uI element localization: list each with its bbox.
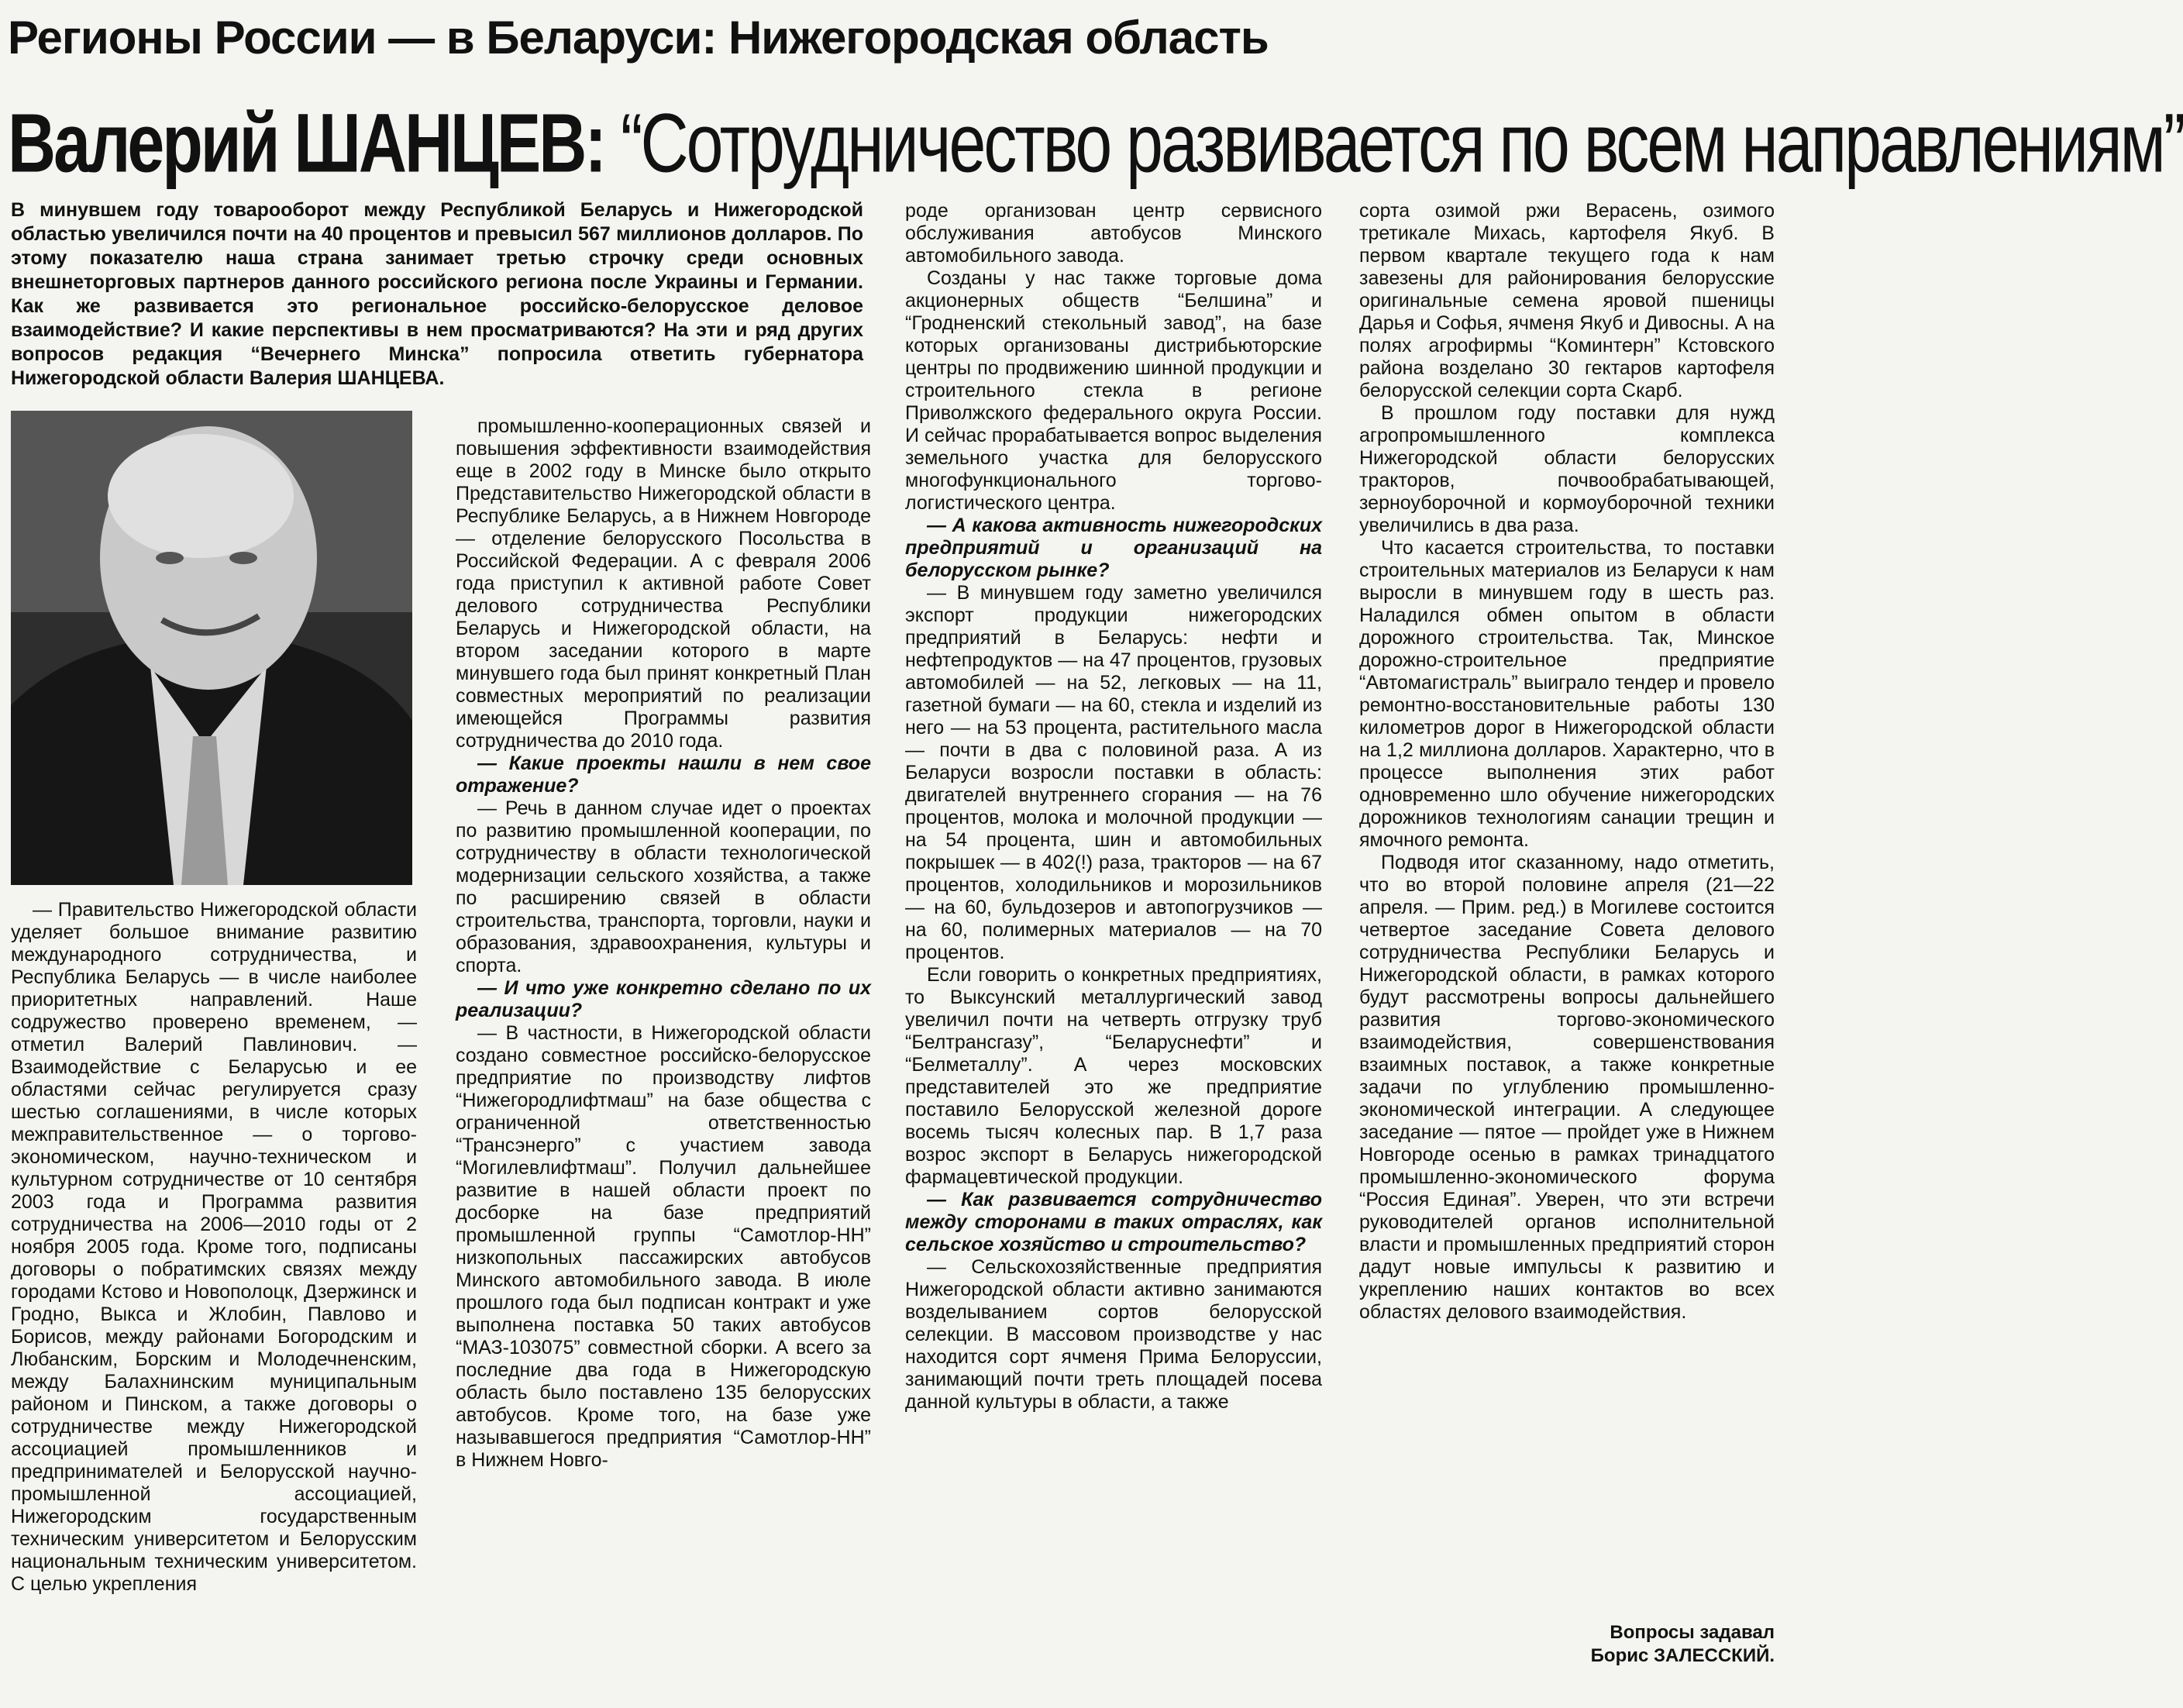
article-column-4: [1359, 200, 1775, 1324]
paragraph: Подводя итог сказанному, надо отметить, что во второй половине апреля (21—22 апреля. — Прим. ред.) в Могилеве состоится четвертое заседание Совета делового сотрудничества Республики Беларусь и Нижегородской области, в рамках которого будут рассмотрены вопросы дальнейшего развития торгово-экономического взаимодействия, совершенствования взаимных поставок, а также конкретные задачи по углублению промышленно-экономической интеграции. А следующее заседание — пятое — пройдет уже в Нижнем Новгороде осенью в рамках тринадцатого промышленно-экономического форума “Россия Единая”. Уверен, что эти встречи руководителей органов исполнительной власти и промышленных предприятий сторон дадут новые импульсы к развитию и укреплению наших контактов во всех областях делового взаимодействия.: [1359, 852, 1775, 1323]
interview-question: — И что уже конкретно сделано по их реализации?: [456, 977, 871, 1021]
paragraph: — В частности, в Нижегородской области создано совместное российско-белорусское предприятие по производству лифтов “Нижегородлифтмаш” на базе общества с ограниченной ответственностью “Трансэнерго” с участием завода “Могилевлифтмаш”. Получил дальнейшее развитие в нашей области проект по досборке на базе предприятий промышленной группы “Самотлор-НН” низкопольных пассажирских автобусов Минского автомобильного завода. В июле прошлого года был подписан контракт и уже выполнена поставка 50 таких автобусов “МАЗ-103075” совместной сборки. А всего за последние два года в Нижегородскую область было поставлено 135 белорусских автобусов. Кроме того, на базе уже называвшегося предприятия “Самотлор-НН” в Нижнем Новго-: [456, 1022, 871, 1471]
lead-paragraph: В минувшем году товарооборот между Республикой Беларусь и Нижегородской областью увеличился почти на 40 процентов и превысил 567 миллионов долларов. По этому показателю наша страна занимает третью строчку среди основных внешнеторговых партнеров данного российского региона после Украины и Германии. Как же развивается это региональное российско-белорусское деловое взаимодействие? И какие перспективы в нем просматриваются? На эти и ряд других вопросов редакция “Вечернего Минска” попросила ответить губернатора Нижегородской области Валерия ШАНЦЕВА.: [11, 199, 863, 389]
article-column-2: [456, 415, 871, 1472]
credit-line-1: Вопросы задавал: [1610, 1622, 1775, 1643]
paragraph: Созданы у нас также торговые дома акционерных обществ “Белшина” и “Гродненский стекольный завод”, на базе которых организованы дистрибьюторские центры по продвижению шинной продукции и строительного стекла в регионе Приволжского федерального округа России. И сейчас прорабатывается вопрос выделения земельного участка для белорусского многофункционального торгово-логистического центра.: [905, 267, 1322, 514]
paragraph: сорта озимой ржи Верасень, озимого третикале Михась, картофеля Якуб. В первом квартале текущего года к нам завезены для районирования белорусские оригинальные семена яровой пшеницы Дарья и Софья, ячменя Якуб и Дивосны. А на полях агрофирмы “Коминтерн” Кстовского района возделано 30 гектаров картофеля белорусской селекции сорта Скарб.: [1359, 200, 1775, 401]
headline-quote: “Сотрудничество развивается по всем направлениям”: [620, 97, 2183, 190]
portrait-photo: [11, 411, 412, 885]
interview-question: — Как развивается сотрудничество между сторонами в таких отраслях, как сельское хозяйство и строительство?: [905, 1189, 1322, 1255]
headline-name: Валерий ШАНЦЕВ:: [8, 97, 604, 190]
paragraph: В прошлом году поставки для нужд агропромышленного комплекса Нижегородской области белорусских тракторов, почвообрабатывающей, зерноуборочной и кормоуборочной техники увеличились в два раза.: [1359, 402, 1775, 536]
paragraph: Что касается строительства, то поставки строительных материалов из Беларуси к нам выросли в минувшем году в шесть раз. Наладился обмен опытом в области дорожного строительства. Так, Минское дорожно-строительное предприятие “Автомагистраль” выиграло тендер и провело ремонтно-восстановительные работы 130 километров дорог в Нижегородской области на 1,2 миллиона долларов. Характерно, что в процессе выполнения этих работ одновременно шло обучение нижегородских дорожников технологиям санации трещин и ямочного ремонта.: [1359, 537, 1775, 851]
article-column-3: [905, 200, 1322, 1414]
article-column-1: [11, 899, 417, 1596]
interview-question: — Какие проекты нашли в нем свое отражение?: [456, 752, 871, 797]
portrait-image: [11, 411, 412, 885]
rubric-heading: Регионы России — в Беларуси: Нижегородская область: [8, 12, 1269, 64]
paragraph: — Сельскохозяйственные предприятия Нижегородской области активно занимаются возделыванием сортов белорусской селекции. В массовом производстве у нас находится сорт ячменя Прима Белоруссии, занимающий почти треть площадей посева данной культуры в области, а также: [905, 1256, 1322, 1413]
paragraph: — В минувшем году заметно увеличился экспорт продукции нижегородских предприятий в Беларусь: нефти и нефтепродуктов — на 47 процентов, грузовых автомобилей — на 52, легковых — на 11, газетной бумаги — на 60, стекла и изделий из него — на 53 процента, растительного масла — почти в два с половиной раза. А из Беларуси возросли поставки в область: двигателей внутреннего сгорания — на 76 процентов, молока и молочной продукции — на 54 процента, шин и автомобильных покрышек — в 402(!) раза, тракторов — на 67 процентов, холодильников и морозильников — на 60, бульдозеров и автопогрузчиков — на 60, полимерных материалов — на 70 процентов.: [905, 582, 1322, 963]
author-credit: [1519, 1621, 1775, 1668]
paragraph: — Правительство Нижегородской области уделяет большое внимание развитию международного сотрудничества, и Республика Беларусь — в числе наиболее приоритетных направлений. Наше содружество проверено временем, — отметил Валерий Павлинович. — Взаимодействие с Беларусью и ее областями сейчас регулируется сразу шестью соглашениями, в числе которых межправительственное — о торгово-экономическом, научно-техническом и культурном сотрудничестве от 10 сентября 2003 года и Программа развития сотрудничества на 2006—2010 годы от 2 ноября 2005 года. Кроме того, подписаны договоры о побратимских связях между городами Кстово и Новополоцк, Дзержинск и Гродно, Выкса и Жлобин, Павлово и Борисов, между районами Богородским и Любанским, Борским и Молодечненским, между Балахнинским муниципальным районом и Пинском, а также договоры о сотрудничестве между Нижегородской ассоциацией промышленников и предпринимателей и Белорусской научно-промышленной ассоциацией, Нижегородским государственным техническим университетом и Белорусским национальным техническим университетом. С целью укрепления: [11, 899, 417, 1595]
paragraph: роде организован центр сервисного обслуживания автобусов Минского автомобильного завода.: [905, 200, 1322, 267]
paragraph: Если говорить о конкретных предприятиях, то Выксунский металлургический завод увеличил почти на четверть отгрузку труб “Белтрансгазу”, “Беларуснефти” и “Белметаллу”. А через московских представителей это же предприятие поставило Белорусской железной дороге восемь тысяч колесных пар. В 1,7 раза возрос экспорт в Беларусь нижегородской фармацевтической продукции.: [905, 964, 1322, 1188]
credit-line-2: Борис ЗАЛЕССКИЙ.: [1590, 1645, 1775, 1666]
paragraph: промышленно-кооперационных связей и повышения эффективности взаимодействия еще в 2002 году в Минске было открыто Представительство Нижегородской области в Республике Беларусь, а в Нижнем Новгороде — отделение белорусского Посольства в Российской Федерации. А с февраля 2006 года приступил к активной работе Совет делового сотрудничества Республики Беларусь и Нижегородской области, на втором заседании которого в марте минувшего года был принят конкретный План совместных мероприятий по реализации имеющейся Программы развития сотрудничества до 2010 года.: [456, 415, 871, 752]
paragraph: — Речь в данном случае идет о проектах по развитию промышленной кооперации, по сотрудничеству в области технологической модернизации сельского хозяйства, а также по расширению связей в области строительства, транспорта, торговли, науки и образования, здравоохранения, культуры и спорта.: [456, 797, 871, 976]
interview-question: — А какова активность нижегородских предприятий и организаций на белорусском рынке?: [905, 515, 1322, 581]
article-headline: [8, 85, 2183, 201]
